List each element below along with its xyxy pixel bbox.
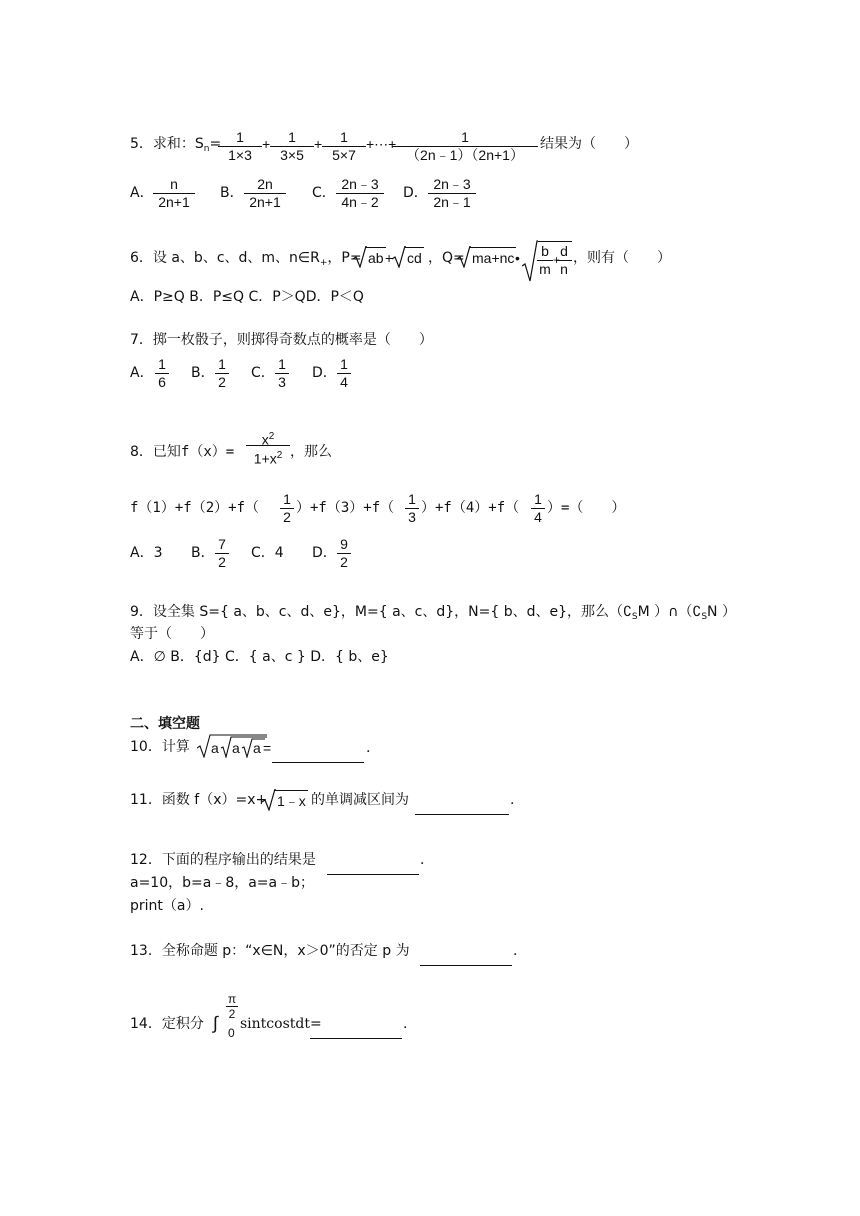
q5-term-n: 1 （2n﹣1）（2n+1） (392, 129, 538, 164)
q6-sqrt-frac: b m + d n (522, 240, 572, 282)
q5-plus-2: + (314, 136, 323, 152)
q11-sqrt: 1﹣x (262, 789, 312, 809)
q5-dots: +⋯+ (366, 136, 397, 152)
q11-end: . (510, 792, 515, 808)
q14-prefix: 14．定积分 (130, 1016, 204, 1032)
section-title: 二、填空题 (130, 716, 200, 732)
q6-q-label: ，Q= (428, 250, 465, 266)
q5-suffix: 结果为（ ） (540, 136, 638, 152)
q10-nested-sqrt: a a a (197, 734, 267, 758)
q10-answer-blank[interactable] (272, 752, 364, 766)
q12-code-2: print（a）. (130, 898, 204, 914)
q7-stem: 7．掷一枚骰子，则掷得奇数点的概率是（ ） (130, 332, 433, 348)
q10-eq: = (263, 740, 272, 756)
q7-opt-a-frac: 1 6 (155, 356, 169, 391)
q8-quarter: 1 4 (531, 491, 545, 526)
q12-stem: 12．下面的程序输出的结果是 (130, 852, 316, 868)
q8-opt-b: B． (191, 545, 215, 561)
q5-term-1: 1 1×3 (218, 129, 262, 164)
q5-term-2: 1 3×5 (270, 129, 314, 164)
q5-plus-1: + (262, 136, 271, 152)
q11-prefix: 11．函数 f（x）=x+ (130, 792, 268, 808)
q7-opt-d: D． (312, 365, 337, 381)
q6-sqrt-ma-nc: ma+nc (457, 246, 519, 266)
q5-opt-a-frac: n 2n+1 (153, 176, 195, 211)
q14-end: . (403, 1016, 408, 1032)
q7-opt-d-frac: 1 4 (337, 356, 351, 391)
q10-end: . (366, 740, 371, 756)
q8-opt-d-frac: 9 2 (337, 536, 351, 571)
q14-integrand: sintcostdt= (240, 1016, 322, 1032)
q13-end: . (513, 943, 518, 959)
q8-opt-c: C．4 (251, 545, 284, 561)
q14-answer-blank[interactable] (310, 1028, 402, 1042)
q6-plus: + (385, 250, 394, 266)
q8-prefix: 8．已知f（x）= (130, 444, 235, 460)
q6-dot: • (515, 250, 520, 266)
q13-stem: 13．全称命题 p：“x∈N，x＞0”的否定 p 为 (130, 943, 410, 959)
q7-opt-a: A． (130, 365, 154, 381)
q12-answer-blank[interactable] (327, 864, 419, 878)
q14-lower-limit: 0 (228, 1026, 235, 1040)
q5-opt-b: B． (220, 185, 244, 201)
q7-opt-c: C． (251, 365, 275, 381)
q14-integral-sign: ∫ (213, 1013, 218, 1033)
q8-expr-3: ）+f（4）+f（ (421, 500, 520, 516)
q14-upper-limit: π 2 (227, 992, 237, 1021)
q10-prefix: 10．计算 (130, 739, 190, 755)
q7-opt-c-frac: 1 3 (275, 356, 289, 391)
q8-opt-b-frac: 7 2 (215, 536, 229, 571)
q5-term-3: 1 5×7 (322, 129, 366, 164)
q9-line-1: 9．设全集 S={ a、b、c、d、e}，M={ a、c、d}，N={ b、d、e}，那么（$∁_SM$ ）$\cap(∁_SN$ ） (130, 604, 736, 622)
q6-sqrt-ab: ab (353, 246, 387, 266)
q7-opt-b: B． (191, 365, 215, 381)
q12-end: . (420, 852, 425, 868)
q8-third: 1 3 (405, 491, 419, 526)
q5-prefix: 5．求和：$S_n=$ (130, 136, 222, 154)
q8-opt-d: D． (312, 545, 337, 561)
q7-opt-b-frac: 1 2 (215, 356, 229, 391)
q9-line-2: 等于（ ） (130, 626, 214, 642)
q12-code-1: a=10，b=a﹣8，a=a﹣b； (130, 875, 315, 891)
q13-answer-blank[interactable] (420, 955, 512, 969)
q8-suffix: ，那么 (290, 444, 332, 460)
q5-opt-c: C． (312, 185, 336, 201)
q5-opt-d-frac: 2n﹣3 2n﹣1 (428, 176, 476, 211)
q5-opt-d: D． (403, 185, 428, 201)
q6-options: A．P≥Q B．P≤Q C．P＞QD．P＜Q (130, 289, 364, 305)
q5-opt-b-frac: 2n 2n+1 (244, 176, 286, 211)
q6-suffix: ，则有（ ） (573, 250, 671, 266)
q8-fx-frac: $x^2$ $1+x^2$ (246, 426, 290, 465)
q8-opt-a: A．3 (130, 545, 163, 561)
q8-expr-2: ）+f（3）+f（ (296, 500, 395, 516)
q9-options: A．∅ B．{d} C．{ a、c } D．{ b、e} (130, 649, 389, 665)
q11-suffix: 的单调减区间为 (311, 792, 409, 808)
q8-half: 1 2 (280, 491, 294, 526)
q8-expr-1: f（1）+f（2）+f（ (130, 500, 260, 516)
q5-opt-a: A． (130, 185, 154, 201)
q8-expr-4: ）=（ ） (547, 500, 626, 516)
q6-sqrt-cd: cd (392, 246, 426, 266)
q5-opt-c-frac: 2n﹣3 4n﹣2 (336, 176, 384, 211)
q11-answer-blank[interactable] (415, 804, 509, 818)
q6-prefix: 6．设 a、b、c、d、m、$n\in R_+$，P= (130, 250, 362, 268)
